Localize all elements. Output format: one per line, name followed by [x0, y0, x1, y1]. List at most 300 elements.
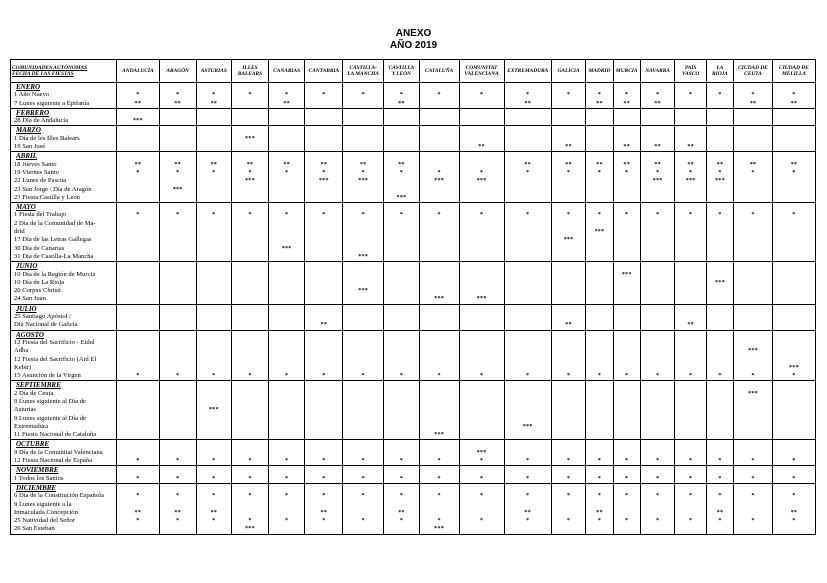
mark-spacer: [117, 415, 159, 423]
region-cell: [419, 108, 459, 126]
holiday-mark: [232, 143, 268, 151]
holiday-mark: *: [176, 372, 180, 380]
holiday-mark: *: [718, 517, 722, 525]
holiday-mark: *: [688, 517, 693, 525]
region-cell: [159, 83, 196, 109]
holiday-mark: [384, 423, 419, 431]
month-spacer: [552, 440, 586, 448]
holiday-mark: [675, 236, 705, 244]
month-spacer: [343, 484, 383, 492]
month-spacer: [269, 381, 305, 389]
region-cell: [116, 304, 159, 330]
holiday-mark: [641, 347, 675, 355]
holiday-mark: ***: [245, 177, 255, 185]
month-spacer: [305, 305, 342, 313]
holiday-mark: [343, 194, 383, 202]
holiday-mark: **: [398, 160, 405, 168]
holiday-mark: [384, 228, 419, 236]
holiday-mark: [269, 295, 305, 303]
holiday-mark: [707, 390, 733, 398]
month-spacer: [160, 484, 196, 492]
holiday-mark: [641, 228, 675, 236]
region-cell: [116, 126, 159, 152]
holiday-mark: *: [625, 168, 629, 176]
month-spacer: [197, 109, 232, 117]
region-cell: [586, 108, 613, 126]
month-spacer: [773, 152, 815, 160]
month-spacer: [734, 83, 772, 91]
mark-spacer: [232, 501, 268, 509]
holiday-mark: *: [625, 474, 629, 482]
region-header-line: VASCO: [681, 71, 700, 77]
mark-spacer: [232, 415, 268, 423]
month-row: [11, 203, 816, 262]
holiday-mark: [675, 406, 705, 414]
month-spacer: [734, 203, 772, 211]
holiday-mark: *: [437, 91, 441, 99]
mark-spacer: [117, 313, 159, 321]
region-cell: [504, 83, 551, 109]
holiday-mark: ***: [434, 177, 445, 185]
month-spacer: [160, 109, 196, 117]
holiday-mark: *: [176, 211, 180, 219]
month-spacer: [552, 203, 586, 211]
region-cell: [268, 483, 305, 534]
month-spacer: [586, 83, 612, 91]
holiday-label: 9 Lunes siguiente al Día de: [14, 397, 86, 405]
holiday-mark: [641, 509, 675, 517]
region-cell: [706, 262, 733, 304]
holiday-mark: [460, 423, 504, 431]
holiday-mark: [305, 228, 342, 236]
region-cell: [159, 152, 196, 203]
holiday-mark: [117, 449, 159, 457]
holiday-mark: ***: [358, 252, 369, 260]
holiday-mark: [552, 431, 586, 439]
region-cell: [268, 381, 305, 440]
month-spacer: [641, 109, 675, 117]
region-cell: [734, 304, 773, 330]
mark-spacer: [675, 501, 705, 509]
region-cell: [196, 483, 232, 534]
month-spacer: [269, 484, 305, 492]
month-dates-cell: [11, 304, 117, 330]
holiday-mark: *: [284, 91, 289, 99]
region-cell: [551, 483, 586, 534]
month-spacer: [586, 152, 612, 160]
region-cell: [268, 262, 305, 304]
holiday-mark: [420, 347, 459, 355]
holiday-mark: [197, 525, 232, 533]
mark-spacer: [675, 415, 705, 423]
region-cell: [419, 483, 459, 534]
holiday-mark: [773, 228, 815, 236]
holiday-label: 10 Día de La Rioja: [14, 278, 65, 286]
region-cell: [772, 440, 815, 466]
region-cell: [459, 83, 504, 109]
region-cell: [640, 83, 675, 109]
holiday-mark: [160, 279, 196, 287]
holiday-mark: [197, 135, 232, 143]
header-row: [11, 60, 816, 83]
month-spacer: [117, 305, 159, 313]
holiday-mark: ***: [715, 177, 725, 185]
holiday-mark: [641, 390, 675, 398]
region-cell: [196, 203, 232, 262]
holiday-mark: *: [437, 517, 441, 525]
holiday-mark: *: [248, 168, 252, 176]
mark-spacer: [420, 313, 459, 321]
mark-spacer: [586, 356, 612, 364]
month-spacer: [505, 305, 551, 313]
region-cell: [613, 440, 640, 466]
holiday-mark: [305, 449, 342, 457]
holiday-mark: [614, 177, 640, 185]
holiday-mark: *: [212, 492, 216, 500]
region-cell: [504, 381, 551, 440]
month-spacer: [460, 83, 504, 91]
month-spacer: [197, 83, 232, 91]
holiday-mark: *: [792, 168, 796, 176]
month-spacer: [505, 331, 551, 339]
holiday-mark: [384, 236, 419, 244]
holiday-mark: [117, 186, 159, 194]
holiday-mark: *: [718, 211, 722, 219]
mark-spacer: [420, 220, 459, 228]
mark-spacer: [460, 501, 504, 509]
holiday-mark: **: [623, 99, 630, 107]
region-cell: [613, 83, 640, 109]
holiday-mark: *: [284, 168, 289, 176]
holiday-mark: [197, 143, 232, 151]
holiday-mark: [269, 135, 305, 143]
region-cell: [640, 262, 675, 304]
holiday-mark: *: [526, 168, 530, 176]
region-cell: [196, 440, 232, 466]
region-cell: [772, 108, 815, 126]
holiday-mark: **: [596, 99, 603, 107]
month-spacer: [420, 331, 459, 339]
month-spacer: [707, 203, 733, 211]
month-spacer: [641, 440, 675, 448]
holiday-mark: [707, 253, 733, 261]
holiday-mark: *: [212, 372, 216, 380]
holiday-mark: [197, 271, 232, 279]
holiday-mark: [641, 117, 675, 125]
mark-spacer: [269, 398, 305, 406]
region-cell: [706, 203, 733, 262]
holiday-mark: [384, 253, 419, 261]
region-cell: [116, 203, 159, 262]
month-spacer: [460, 152, 504, 160]
holiday-mark: **: [320, 160, 328, 168]
holiday-mark: [773, 347, 815, 355]
holiday-mark: [734, 177, 772, 185]
region-cell: [384, 466, 420, 484]
holiday-mark: [586, 117, 612, 125]
region-cell: [675, 152, 706, 203]
holiday-mark: [197, 347, 232, 355]
holiday-mark: [641, 364, 675, 372]
month-spacer: [160, 381, 196, 389]
month-spacer: [117, 262, 159, 270]
holiday-mark: [641, 295, 675, 303]
holiday-mark: *: [437, 492, 441, 500]
month-spacer: [197, 381, 232, 389]
mark-spacer: [773, 501, 815, 509]
region-cell: [419, 440, 459, 466]
month-spacer: [734, 109, 772, 117]
holiday-mark: **: [134, 99, 142, 107]
holiday-mark: *: [718, 168, 722, 176]
month-spacer: [460, 203, 504, 211]
mark-spacer: [707, 398, 733, 406]
region-header-line: MURCIA: [615, 67, 638, 74]
region-cell: [419, 262, 459, 304]
holiday-label: 19 Viernes Santo: [14, 168, 59, 176]
holiday-mark: ***: [132, 117, 143, 125]
holiday-mark: **: [134, 508, 142, 516]
month-spacer: [707, 83, 733, 91]
holiday-mark: [305, 287, 342, 295]
region-cell: [459, 203, 504, 262]
holiday-label: 26 San Esteban: [14, 525, 55, 533]
holiday-mark: [197, 364, 232, 372]
month-row: [11, 83, 816, 109]
holiday-mark: [675, 364, 705, 372]
holiday-mark: [420, 253, 459, 261]
region-cell: [772, 304, 815, 330]
mark-spacer: [675, 356, 705, 364]
month-spacer: [641, 262, 675, 270]
region-cell: [613, 330, 640, 381]
holiday-mark: **: [134, 160, 142, 168]
holiday-mark: **: [174, 99, 181, 107]
region-cell: [459, 466, 504, 484]
holiday-mark: [269, 406, 305, 414]
holiday-mark: [269, 390, 305, 398]
region-cell: [419, 203, 459, 262]
month-spacer: [734, 262, 772, 270]
mark-spacer: [505, 415, 551, 423]
holiday-mark: ***: [245, 525, 255, 533]
mark-spacer: [460, 220, 504, 228]
mark-spacer: [675, 398, 705, 406]
holiday-mark: [160, 423, 196, 431]
mark-spacer: [773, 339, 815, 347]
mark-spacer: [614, 220, 640, 228]
holiday-mark: [420, 279, 459, 287]
holiday-mark: [552, 406, 586, 414]
month-spacer: [305, 126, 342, 134]
month-spacer: [305, 440, 342, 448]
month-spacer: [232, 466, 268, 474]
holiday-mark: [552, 449, 586, 457]
holiday-mark: [197, 245, 232, 253]
holiday-label: 24 San Juan: [14, 295, 46, 303]
month-spacer: [269, 440, 305, 448]
holiday-mark: *: [361, 168, 365, 176]
holiday-mark: [707, 347, 733, 355]
mark-spacer: [117, 220, 159, 228]
region-cell: [734, 483, 773, 534]
holiday-mark: *: [361, 91, 365, 99]
region-cell: [419, 381, 459, 440]
holiday-mark: [343, 143, 383, 151]
mark-spacer: [269, 501, 305, 509]
mark-spacer: [734, 356, 772, 364]
holiday-mark: [773, 143, 815, 151]
holiday-mark: *: [751, 517, 755, 525]
month-spacer: [505, 440, 551, 448]
holiday-mark: [707, 143, 733, 151]
region-cell: [734, 440, 773, 466]
region-cell: [196, 466, 232, 484]
corner-header: [11, 60, 117, 83]
month-spacer: [641, 305, 675, 313]
month-spacer: [305, 152, 342, 160]
region-cell: [305, 381, 343, 440]
month-spacer: [197, 466, 232, 474]
holiday-mark: [552, 287, 586, 295]
region-cell: [504, 126, 551, 152]
holiday-mark: **: [687, 143, 694, 151]
region-header-line: CANARIAS: [273, 67, 301, 74]
holiday-mark: [586, 431, 612, 439]
holiday-mark: [641, 279, 675, 287]
holiday-mark: [305, 423, 342, 431]
holiday-mark: [117, 177, 159, 185]
region-cell: [706, 108, 733, 126]
holiday-mark: [460, 431, 504, 439]
month-spacer: [420, 305, 459, 313]
region-cell: [640, 152, 675, 203]
holiday-mark: [552, 271, 586, 279]
holiday-mark: [552, 245, 586, 253]
holiday-mark: [232, 431, 268, 439]
holiday-mark: [160, 253, 196, 261]
region-header-line: GALICIA: [557, 67, 580, 74]
holiday-mark: *: [718, 492, 722, 500]
month-spacer: [117, 484, 159, 492]
holiday-mark: *: [597, 211, 602, 219]
month-spacer: [734, 152, 772, 160]
month-row: [11, 126, 816, 152]
region-cell: [613, 381, 640, 440]
month-spacer: [269, 262, 305, 270]
region-cell: [305, 203, 343, 262]
month-spacer: [641, 152, 675, 160]
holiday-mark: *: [655, 517, 660, 525]
mark-spacer: [197, 501, 232, 509]
holiday-mark: [305, 295, 342, 303]
region-header: [706, 60, 733, 83]
mark-spacer: [269, 313, 305, 321]
holiday-mark: *: [792, 372, 796, 380]
mark-spacer: [269, 339, 305, 347]
region-cell: [772, 152, 815, 203]
mark-spacer: [773, 356, 815, 364]
region-cell: [675, 203, 706, 262]
region-header-line: COMUNITAT: [465, 64, 498, 71]
holiday-mark: *: [176, 91, 180, 99]
month-spacer: [160, 126, 196, 134]
month-spacer: [460, 466, 504, 474]
region-header: [504, 60, 551, 83]
holiday-mark: *: [437, 168, 441, 176]
holiday-mark: *: [655, 492, 660, 500]
holiday-mark: [343, 186, 383, 194]
mark-spacer: [305, 501, 342, 509]
holiday-mark: [734, 525, 772, 533]
holiday-mark: [117, 431, 159, 439]
region-cell: [232, 330, 269, 381]
region-cell: [343, 483, 384, 534]
month-spacer: [117, 331, 159, 339]
holiday-mark: *: [751, 211, 755, 219]
mark-spacer: [305, 220, 342, 228]
holiday-mark: [343, 525, 383, 533]
holiday-mark: [160, 143, 196, 151]
holiday-mark: *: [718, 457, 722, 465]
holiday-mark: *: [284, 457, 289, 465]
holiday-mark: [675, 135, 705, 143]
region-cell: [640, 108, 675, 126]
month-spacer: [197, 203, 232, 211]
holiday-mark: [460, 279, 504, 287]
holiday-label: Día Nacional de Galicia: [14, 321, 78, 329]
holiday-mark: [117, 364, 159, 372]
holiday-mark: *: [792, 517, 796, 525]
region-cell: [551, 304, 586, 330]
holiday-mark: [773, 135, 815, 143]
holiday-mark: [460, 390, 504, 398]
mark-spacer: [460, 339, 504, 347]
holiday-mark: [505, 525, 551, 533]
region-cell: [268, 83, 305, 109]
holiday-mark: [343, 135, 383, 143]
month-spacer: [305, 262, 342, 270]
holiday-mark: [675, 525, 705, 533]
holiday-mark: [343, 271, 383, 279]
month-spacer: [707, 440, 733, 448]
holiday-mark: [552, 135, 586, 143]
holiday-mark: *: [322, 372, 326, 380]
month-spacer: [420, 262, 459, 270]
holiday-mark: [384, 143, 419, 151]
region-cell: [343, 381, 384, 440]
document-title: ANEXO: [395, 28, 432, 39]
holiday-mark: [614, 431, 640, 439]
month-spacer: [614, 466, 640, 474]
mark-spacer: [117, 339, 159, 347]
holiday-mark: [420, 117, 459, 125]
region-header-line: EXTREMADURA: [507, 67, 549, 74]
holiday-mark: [675, 186, 705, 194]
month-spacer: [773, 305, 815, 313]
month-spacer: [197, 262, 232, 270]
mark-spacer: [707, 501, 733, 509]
month-spacer: [343, 109, 383, 117]
region-cell: [706, 483, 733, 534]
holiday-mark: *: [625, 211, 629, 219]
region-cell: [706, 152, 733, 203]
month-spacer: [420, 83, 459, 91]
holiday-label: 7 Lunes siguiente a Epifanía: [14, 99, 90, 107]
holiday-mark: [552, 279, 586, 287]
holiday-mark: [117, 236, 159, 244]
holiday-mark: **: [524, 99, 531, 107]
